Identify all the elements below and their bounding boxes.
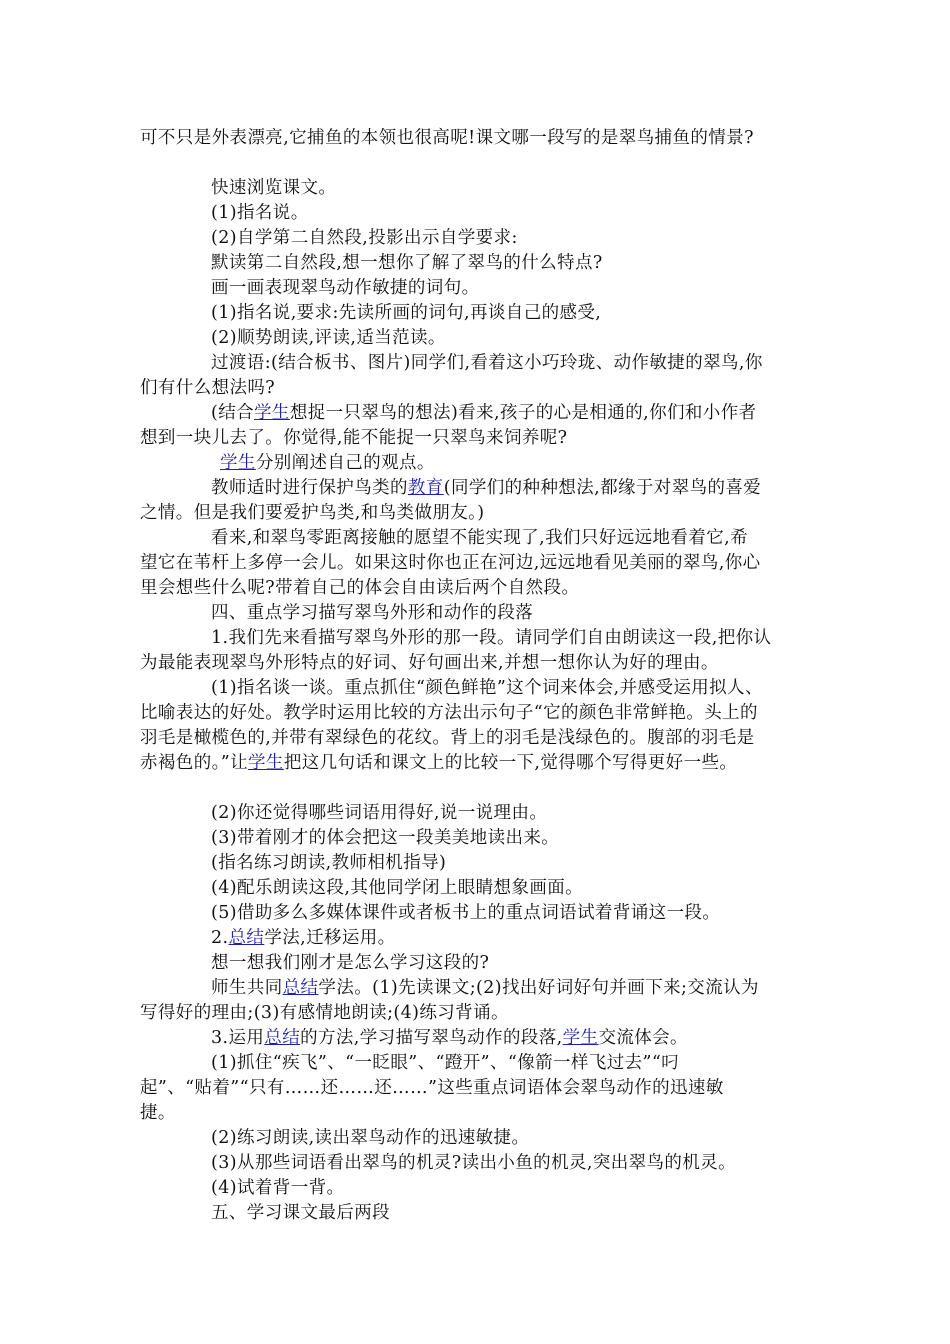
- text-line: (结合学生想捉一只翠鸟的想法)看来,孩子的心是相通的,你们和小作者: [211, 403, 757, 423]
- text-line: 里会想些什么呢?带着自己的体会自由读后两个自然段。: [140, 578, 580, 598]
- text-line: 写得好的理由;(3)有感情地朗读;(4)练习背诵。: [140, 1003, 509, 1023]
- text-line: 师生共同总结学法。(1)先读课文;(2)找出好词好句并画下来;交流认为: [211, 978, 759, 998]
- text-line: (3)带着刚才的体会把这一段美美地读出来。: [211, 828, 560, 848]
- text-line: 捷。: [140, 1103, 176, 1123]
- text-line: (2)自学第二自然段,投影出示自学要求:: [211, 228, 518, 248]
- text-line: 们有什么想法吗?: [140, 378, 276, 398]
- text-line: 羽毛是橄榄色的,并带有翠绿色的花纹。背上的羽毛是浅绿色的。腹部的羽毛是: [140, 728, 755, 748]
- text-line: 起”、“贴着”“只有……还……还……”这些重点词语体会翠鸟动作的迅速敏: [140, 1078, 724, 1098]
- text-line: 3.运用总结的方法,学习描写翠鸟动作的段落,学生交流体会。: [211, 1028, 688, 1048]
- summary-link[interactable]: 总结: [228, 928, 265, 948]
- text-line: 想一想我们刚才是怎么学习这段的?: [211, 953, 490, 973]
- text-line: 默读第二自然段,想一想你了解了翠鸟的什么特点?: [211, 253, 603, 273]
- text-line: 为最能表现翠鸟外形特点的好词、好句画出来,并想一想你认为好的理由。: [140, 653, 719, 673]
- text-line: 教师适时进行保护鸟类的教育(同学们的种种想法,都缘于对翠鸟的喜爱: [211, 478, 762, 498]
- student-link[interactable]: 学生: [562, 1028, 599, 1048]
- text-line: 想到一块儿去了。你觉得,能不能捉一只翠鸟来饲养呢?: [140, 428, 568, 448]
- text-line: 画一画表现翠鸟动作敏捷的词句。: [211, 278, 480, 298]
- text-line: 过渡语:(结合板书、图片)同学们,看着这小巧玲珑、动作敏捷的翠鸟,你: [211, 353, 763, 373]
- text-line: (5)借助多么多媒体课件或者板书上的重点词语试着背诵这一段。: [211, 903, 721, 923]
- text-line: 2.总结学法,迁移运用。: [211, 928, 396, 948]
- section-heading: 四、重点学习描写翠鸟外形和动作的段落: [211, 603, 534, 623]
- text-line: 可不只是外表漂亮,它捕鱼的本领也很高呢!课文哪一段写的是翠鸟捕鱼的情景?: [140, 128, 754, 148]
- text-line: 望它在苇杆上多停一会儿。如果这时你也正在河边,远远地看见美丽的翠鸟,你心: [140, 553, 761, 573]
- text-line: (1)抓住“疾飞”、“一眨眼”、“蹬开”、“像箭一样飞过去”“叼: [211, 1053, 680, 1073]
- summary-link[interactable]: 总结: [264, 1028, 301, 1048]
- text-line: (1)指名谈一谈。重点抓住“颜色鲜艳”这个词来体会,并感受运用拟人、: [211, 678, 763, 698]
- text-line: 赤褐色的。”让学生把这几句话和课文上的比较一下,觉得哪个写得更好一些。: [140, 753, 738, 773]
- text-line: (2)顺势朗读,评读,适当范读。: [211, 328, 446, 348]
- section-heading: 五、学习课文最后两段: [211, 1203, 390, 1223]
- text-line: 看来,和翠鸟零距离接触的愿望不能实现了,我们只好远远地看着它,希: [211, 528, 748, 548]
- student-link[interactable]: 学生: [220, 453, 256, 473]
- text-line: 1.我们先来看描写翠鸟外形的那一段。请同学们自由朗读这一段,把你认: [211, 628, 772, 648]
- text-line: (4)试着背一背。: [211, 1178, 345, 1198]
- text-line: 之情。但是我们要爱护鸟类,和鸟类做朋友。): [140, 503, 485, 523]
- text-line: 学生分别阐述自己的观点。: [220, 453, 435, 473]
- text-line: 比喻表达的好处。教学时运用比较的方法出示句子“它的颜色非常鲜艳。头上的: [140, 703, 758, 723]
- text-line: (指名练习朗读,教师相机指导): [211, 853, 447, 873]
- text-line: (1)指名说。: [211, 203, 309, 223]
- student-link[interactable]: 学生: [254, 403, 290, 423]
- summary-link[interactable]: 总结: [282, 978, 319, 998]
- student-link[interactable]: 学生: [248, 753, 284, 773]
- text-line: (2)练习朗读,读出翠鸟动作的迅速敏捷。: [211, 1128, 530, 1148]
- education-link[interactable]: 教育: [407, 478, 444, 498]
- text-line: (1)指名说,要求:先读所画的词句,再谈自己的感受,: [211, 303, 602, 323]
- text-line: (2)你还觉得哪些词语用得好,说一说理由。: [211, 803, 548, 823]
- text-line: (3)从那些词语看出翠鸟的机灵?读出小鱼的机灵,突出翠鸟的机灵。: [211, 1153, 737, 1173]
- text-line: 快速浏览课文。: [211, 178, 337, 198]
- text-line: (4)配乐朗读这段,其他同学闭上眼睛想象画面。: [211, 878, 584, 898]
